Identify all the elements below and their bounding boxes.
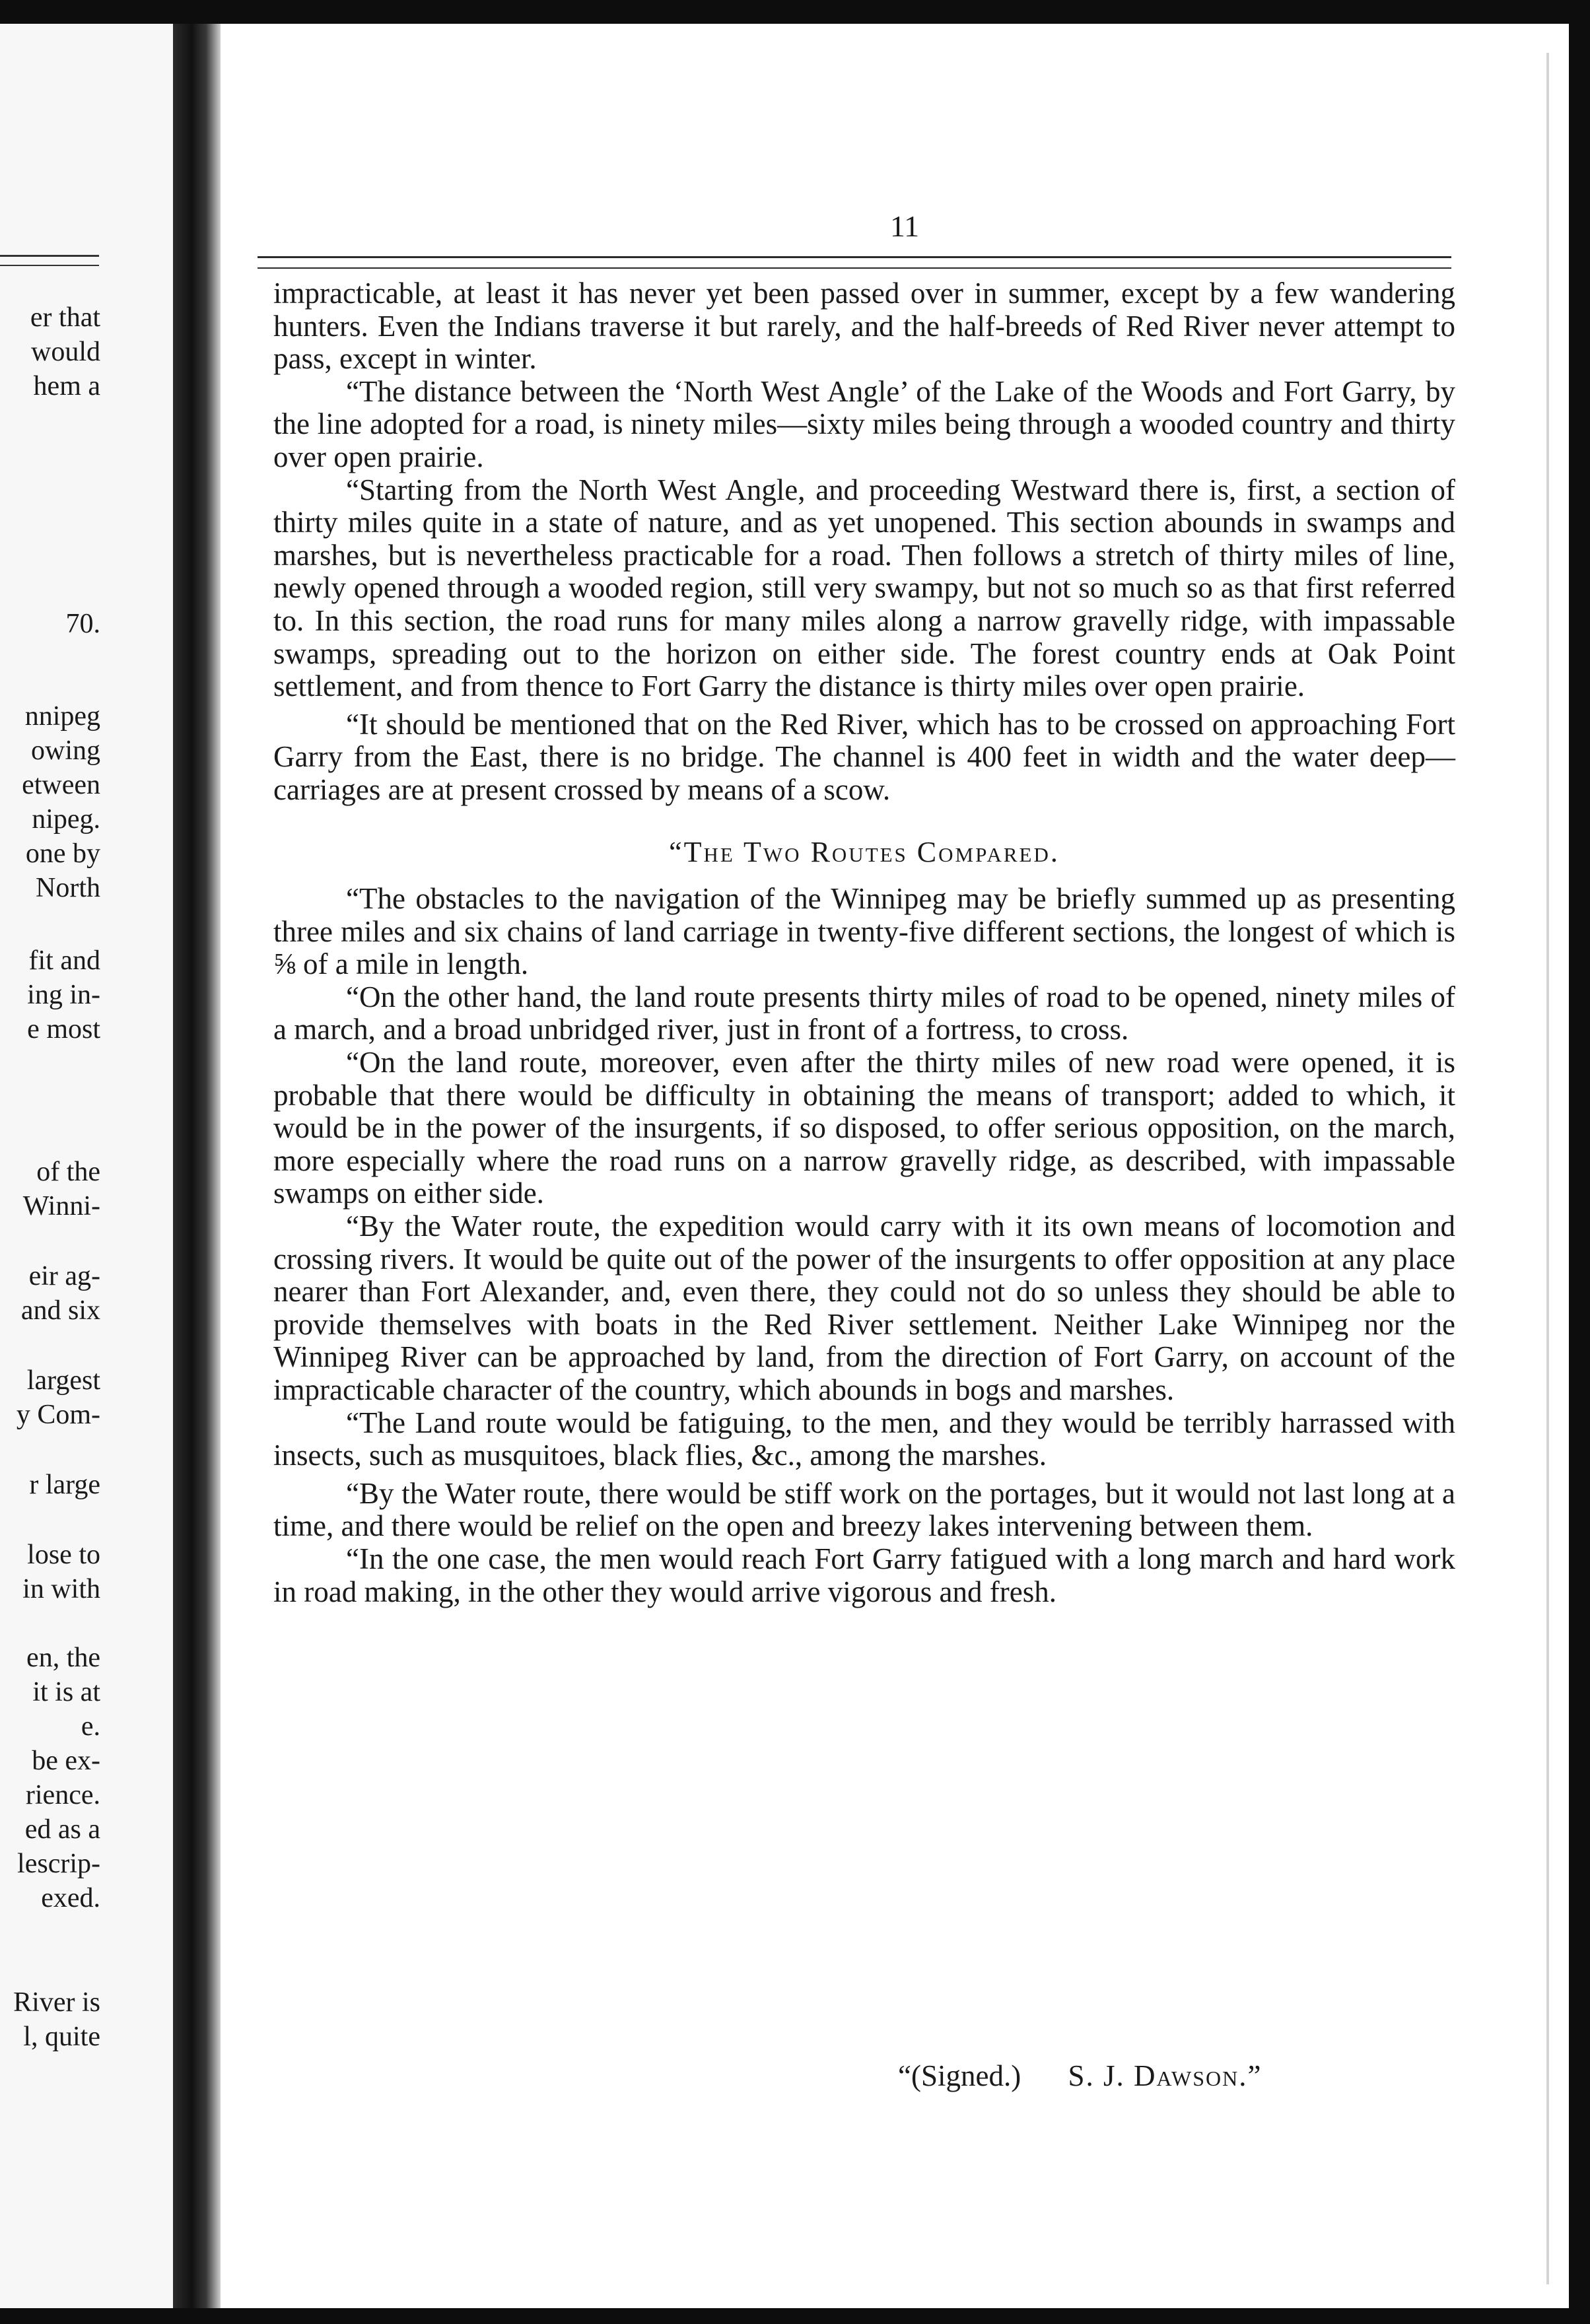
left-fragment: l, quite	[23, 2022, 100, 2052]
page-body	[273, 277, 1455, 1608]
left-fragment: eir ag-	[28, 1261, 100, 1291]
signatory-name: S. J. Dawson.”	[1068, 2059, 1262, 2092]
left-fragment: Winni-	[22, 1191, 100, 1221]
left-fragment: in with	[22, 1574, 100, 1604]
left-fragment: nipeg.	[32, 804, 100, 835]
paragraph: “It should be mentioned that on the Red River, which has to be crossed on approaching Fort Garry from the East, there is no bridge. The channel is 400 feet in width and the water deep—carriages are at present crossed by means of a scow.	[273, 707, 1455, 806]
previous-page-header-rule	[0, 255, 99, 266]
left-fragment: ed as a	[24, 1814, 100, 1845]
paragraph: “The Land route would be fatiguing, to the men, and they would be terribly harrassed with insects, such as musquitoes, black flies, &c., among the marshes.	[273, 1406, 1455, 1472]
page-number: 11	[889, 209, 920, 243]
left-fragment: lescrip-	[17, 1849, 100, 1879]
left-fragment: fit and	[28, 945, 100, 976]
left-fragment: one by	[25, 838, 100, 869]
left-fragment: rience.	[25, 1780, 100, 1810]
section-heading: “The Two Routes Compared.	[669, 835, 1060, 868]
left-fragment: etween	[22, 770, 100, 800]
book-gutter	[173, 24, 221, 2308]
paragraph: “In the one case, the men would reach Fort Garry fatigued with a long march and hard work in road making, in the other they would arrive vigorous and fresh.	[273, 1542, 1455, 1608]
previous-page-fragment	[0, 24, 173, 2308]
scan-border-top	[0, 0, 1590, 24]
page-edge-shadow	[1546, 53, 1549, 2284]
left-fragment: hem a	[33, 371, 100, 401]
left-fragment: North	[36, 873, 100, 903]
left-fragment: en, the	[26, 1643, 100, 1673]
left-fragment: exed.	[41, 1883, 100, 1913]
left-fragment: lose to	[27, 1540, 100, 1570]
paragraph: “By the Water route, the expedition would carry with it its own means of locomotion and crossing rivers. It would be quite out of the power of the insurgents to offer opposition at any place nearer than Fort Alexander, and, even there, they could not do so unless they should be able to provide themselves with boats in the Red River settlement. Neither Lake Winnipeg nor the Winnipeg River can be approached by land, from the direction of Fort Garry, on account of the impracticable character of the country, which abounds in bogs and marshes.	[273, 1210, 1455, 1406]
left-fragment: owing	[31, 735, 100, 766]
paragraph: impracticable, at least it has never yet been passed over in summer, except by a few wandering hunters. Even the Indians traverse it but rarely, and the half-breeds of Red River never attempt to pass, except in winter.	[273, 277, 1455, 376]
left-fragment: 70.	[65, 609, 100, 639]
paragraph: “On the other hand, the land route presents thirty miles of road to be opened, ninety miles of a march, and a broad unbridged river, just in front of a fortress, to cross.	[273, 980, 1455, 1046]
paragraph: “The obstacles to the navigation of the Winnipeg may be briefly summed up as presenting three miles and six chains of land carriage in twenty-five different sections, the longest of which is ⅝ of a mile in length.	[273, 882, 1455, 981]
left-fragment: er that	[30, 302, 100, 333]
left-fragment: of the	[36, 1157, 100, 1187]
signature-line	[898, 2059, 1360, 2093]
left-fragment: e.	[81, 1711, 100, 1742]
left-fragment: it is at	[32, 1677, 100, 1707]
signed-label: “(Signed.)	[898, 2059, 1021, 2092]
scan-border-bottom	[0, 2308, 1590, 2324]
left-fragment: would	[31, 337, 100, 367]
left-fragment: nnipeg	[24, 701, 100, 732]
scan-border-right	[1569, 0, 1590, 2324]
paragraph: “On the land route, moreover, even after the thirty miles of new road were opened, it is probable that there would be difficulty in obtaining the means of transport; added to which, it would be in the power of the insurgents, if so disposed, to offer serious opposition, on the march, more especially where the road runs on a narrow gravelly ridge, as described, with impassable swamps on either side.	[273, 1046, 1455, 1210]
header-rule	[258, 256, 1451, 269]
left-fragment: and six	[20, 1295, 100, 1326]
left-fragment: y Com-	[16, 1400, 100, 1430]
paragraph: “Starting from the North West Angle, and proceeding Westward there is, first, a section of thirty miles quite in a state of nature, and as yet unopened. This section abounds in swamps and marshes, but is nevertheless practicable for a road. Then follows a stretch of thirty miles of line, newly opened through a wooded region, still very swampy, but not so much so as that first referred to. In this section, the road runs for many miles along a narrow gravelly ridge, with impassable swamps, spreading out to the horizon on either side. The forest country ends at Oak Point settlement, and from thence to Fort Garry the distance is thirty miles over open prairie.	[273, 473, 1455, 703]
paragraph: “The distance between the ‘North West Angle’ of the Lake of the Woods and Fort Garry, by the line adopted for a road, is ninety miles—sixty miles being through a wooded country and thirty over open prairie.	[273, 374, 1455, 473]
paragraph: “By the Water route, there would be stiff work on the portages, but it would not last long at a time, and there would be relief on the open and breezy lakes intervening between them.	[273, 1476, 1455, 1543]
left-fragment: largest	[26, 1365, 100, 1396]
left-fragment: ing in-	[27, 980, 100, 1010]
left-fragment: be ex-	[32, 1746, 100, 1776]
left-fragment: e most	[27, 1014, 100, 1044]
left-fragment: River is	[13, 1987, 100, 2018]
left-fragment: r large	[29, 1470, 100, 1500]
